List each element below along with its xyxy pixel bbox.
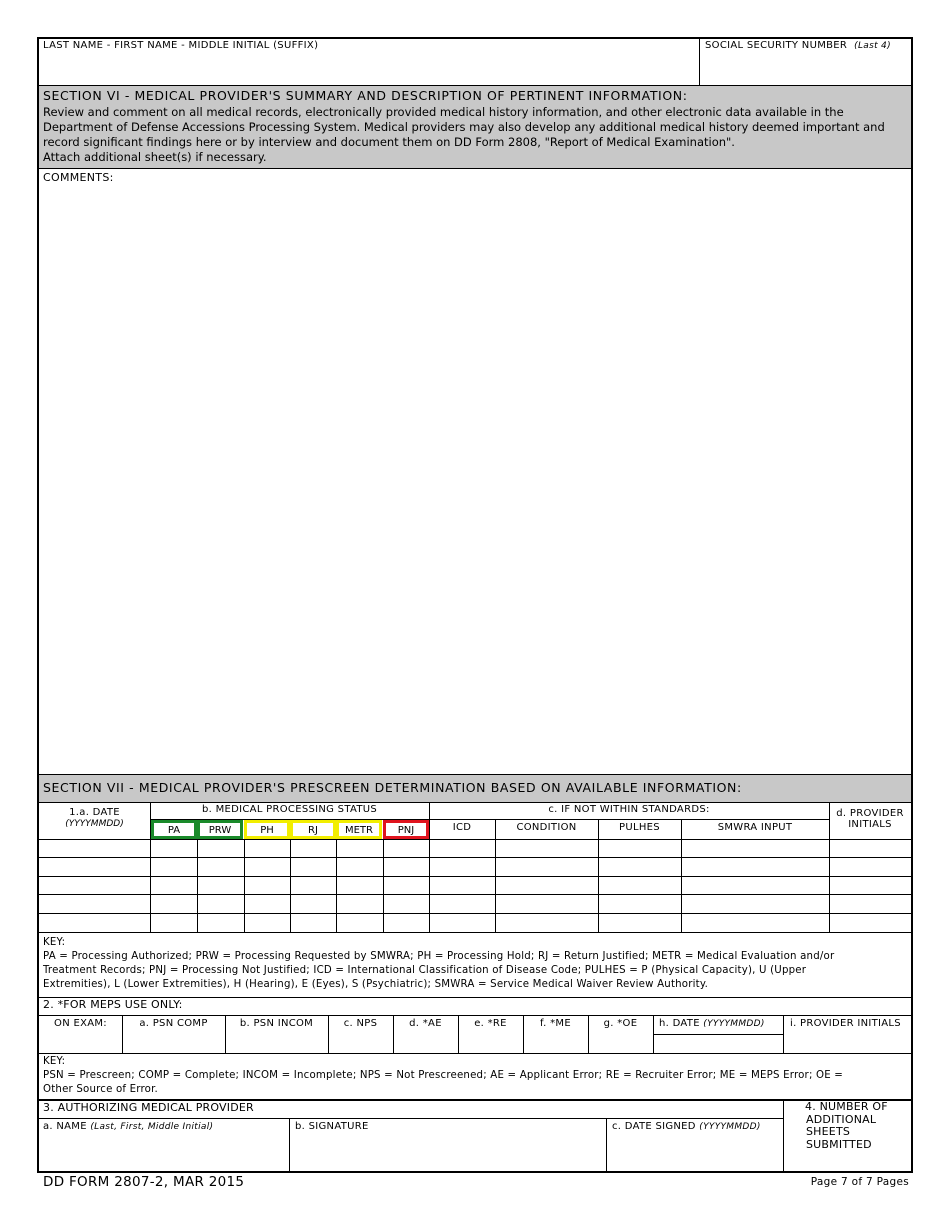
provider-initials-label: d. PROVIDER INITIALS [836,808,904,830]
page-number: Page 7 of 7 Pages [810,1176,909,1188]
col-smwra: SMWRA INPUT [717,822,793,833]
name-label: LAST NAME - FIRST NAME - MIDDLE INITIAL (SUFFIX) [43,40,319,51]
col-pulhes: PULHES [619,822,660,833]
signature-field[interactable] [291,1135,605,1172]
meps-provider-initials[interactable]: i. PROVIDER INITIALS [790,1018,901,1029]
section6-title: SECTION VI - MEDICAL PROVIDER'S SUMMARY AND DESCRIPTION OF PERTINENT INFORMATION: [43,88,688,103]
section6-line3: record significant findings here or by interview and document them on DD Form 2808, "Report of Medical Examination". [43,135,735,149]
status-metr: METR [336,820,382,839]
status-prw: PRW [197,820,243,839]
comments-label: COMMENTS: [43,171,114,184]
meps-nps[interactable]: c. NPS [343,1018,378,1029]
meps-date-label: h. DATE (YYYYMMDD) [659,1018,765,1029]
form-frame [37,37,913,1173]
additional-sheets-label: 4. NUMBER OF ADDITIONAL SHEETS SUBMITTED [805,1100,888,1151]
ssn-note: (Last 4) [854,41,891,51]
meps-psn-comp[interactable]: a. PSN COMP [139,1018,208,1029]
additional-sheets-field[interactable] [785,1151,909,1171]
signature-label: b. SIGNATURE [295,1121,369,1132]
ssn-field[interactable] [701,54,911,84]
meps-psn-incom[interactable]: b. PSN INCOM [239,1018,314,1029]
section7-title: SECTION VII - MEDICAL PROVIDER'S PRESCREEN DETERMINATION BASED ON AVAILABLE INFORMATION: [43,780,742,795]
standards-label: c. IF NOT WITHIN STANDARDS: [548,804,710,815]
section6-line2: Department of Defense Accessions Processing System. Medical providers may also develop any additional medical history deemed important and [43,120,885,134]
date-label: 1.a. DATE [69,807,120,818]
meps-key: KEY: PSN = Prescreen; COMP = Complete; INCOM = Incomplete; NPS = Not Prescreened; AE = Applicant Error; RE = Recruiter Error; ME = MEPS Error; OE = Other Source of Error. [43,1056,844,1095]
date-signed-label: c. DATE SIGNED (YYYYMMDD) [612,1121,761,1132]
provider-name-field[interactable] [41,1135,288,1172]
prescreen-entry-grid[interactable] [40,840,910,931]
status-pa: PA [151,820,197,839]
provider-name-label: a. NAME (Last, First, Middle Initial) [43,1121,214,1132]
section7-key: KEY: PA = Processing Authorized; PRW = Processing Requested by SMWRA; PH = Processing Hold; RJ = Return Justified; METR = Medical Evaluation and/or Treatment Records; PNJ = Processing Not Justified; ICD = International Classification of Disease Code; PULHES = P (Physical Capacity), U (Upper Extremities), L (Lower Extremities), H (Hearing), E (Eyes), S (Psychiatric); SMWRA = Service Medical Waiver Review Authority. [43,937,835,990]
status-label: b. MEDICAL PROCESSING STATUS [202,804,377,815]
on-exam-label: ON EXAM: [54,1018,107,1029]
section7-header [39,775,911,802]
date-format: (YYYYMMDD) [65,819,124,829]
status-ph: PH [244,820,290,839]
date-signed-field[interactable] [608,1135,782,1172]
comments-field[interactable] [41,187,909,773]
status-pnj: PNJ [383,820,429,839]
meps-re[interactable]: e. *RE [474,1018,507,1029]
section6-line4: Attach additional sheet(s) if necessary. [43,150,267,164]
status-rj: RJ [290,820,336,839]
meps-me[interactable]: f. *ME [540,1018,571,1029]
col-condition: CONDITION [516,822,577,833]
ssn-label: SOCIAL SECURITY NUMBER (Last 4) [705,40,891,51]
name-field[interactable] [40,54,694,84]
meps-oe[interactable]: g. *OE [603,1018,638,1029]
meps-ae[interactable]: d. *AE [409,1018,442,1029]
meps-date-field[interactable] [655,1035,782,1052]
provider-title: 3. AUTHORIZING MEDICAL PROVIDER [43,1101,254,1114]
form-id: DD FORM 2807-2, MAR 2015 [43,1174,245,1190]
section6-header [39,86,911,168]
col-icd: ICD [452,822,472,833]
section6-line1: Review and comment on all medical records, electronically provided medical history information, and other electronic data available in the [43,105,844,119]
meps-title: 2. *FOR MEPS USE ONLY: [43,998,183,1011]
